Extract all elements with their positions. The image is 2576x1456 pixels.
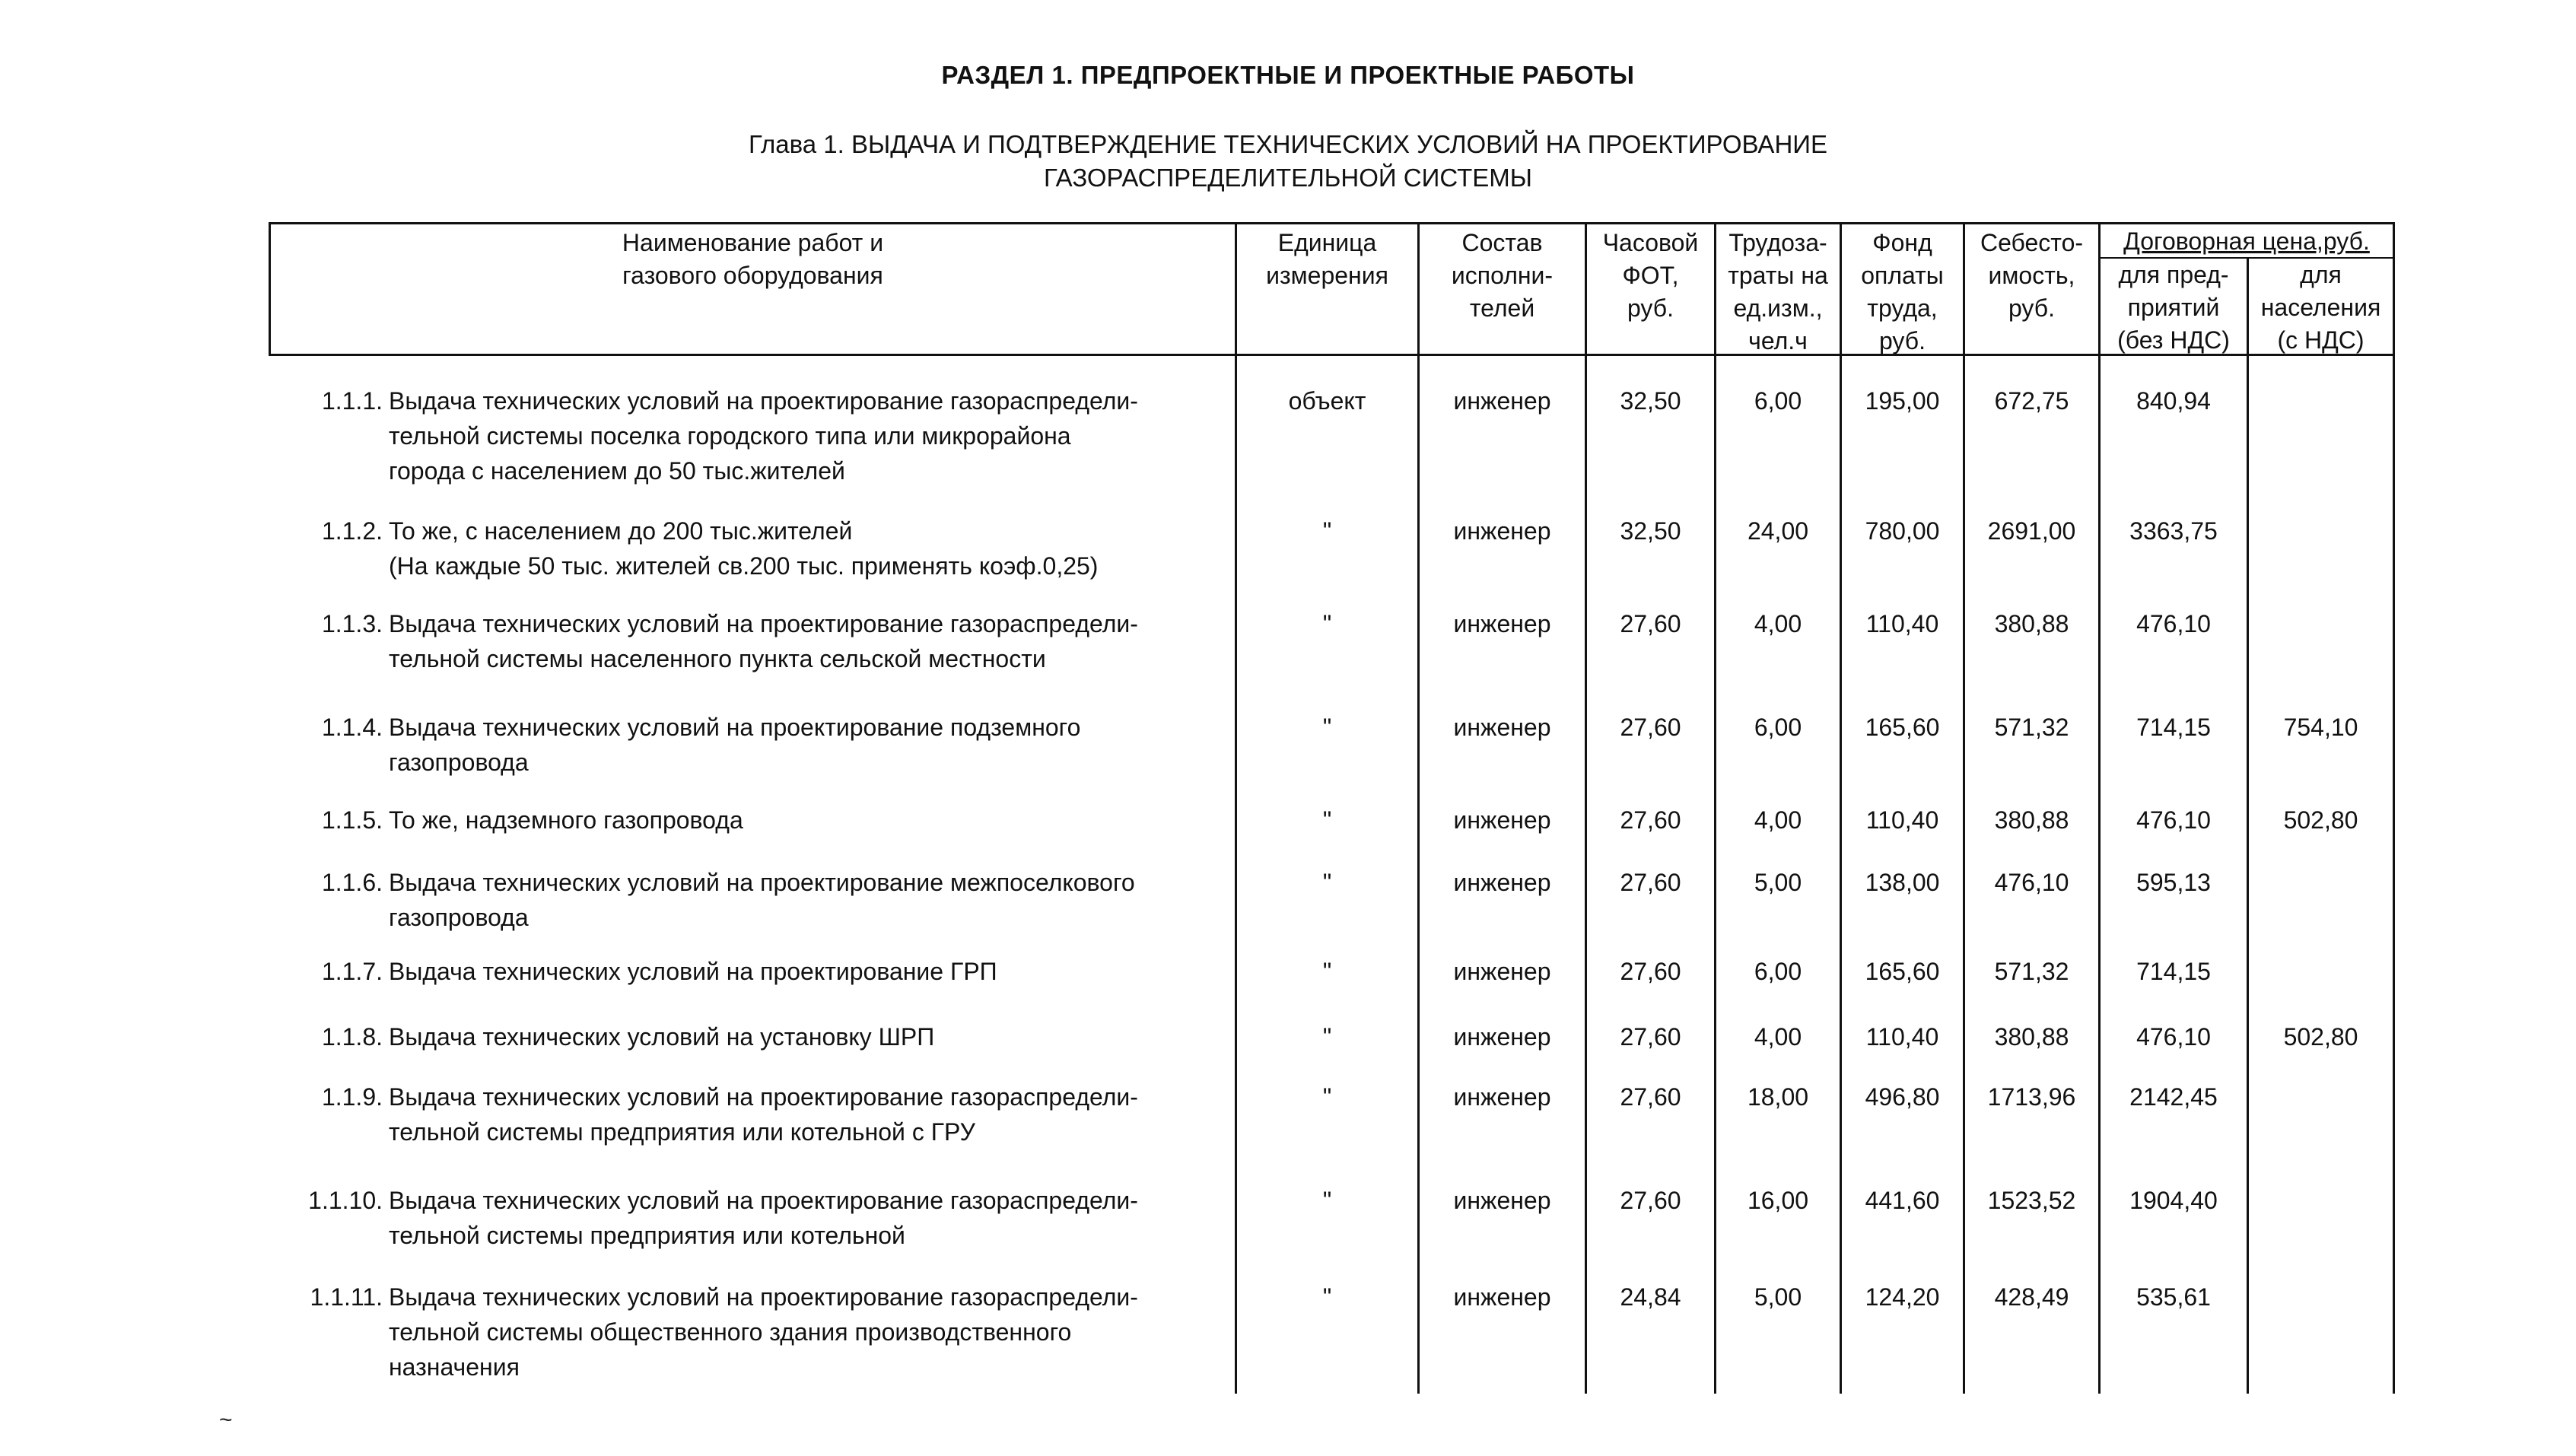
row-code: 1.1.8.: [321, 1023, 383, 1051]
row-unit: ": [1322, 610, 1332, 637]
row-labor: 6,00: [1754, 387, 1802, 415]
header-enterprise: [2101, 259, 2247, 357]
row-description: [389, 954, 997, 989]
table-right-border: [2393, 222, 2395, 1394]
row-cost: 672,75: [1994, 387, 2069, 415]
row-unit: ": [1322, 869, 1332, 896]
row-unit: ": [1322, 1187, 1332, 1214]
row-enterprise: 714,15: [2136, 714, 2211, 741]
row-population: 502,80: [2283, 1023, 2358, 1051]
row-enterprise: 2142,45: [2129, 1083, 2218, 1111]
row-description-line: Выдача технических условий на проектирование подземного: [389, 714, 1081, 741]
row-enterprise: 476,10: [2136, 1023, 2211, 1051]
header-unit-line: измерения: [1266, 262, 1388, 289]
row-staff: инженер: [1453, 958, 1551, 985]
header-population-line: для: [2300, 261, 2342, 288]
price-table: [269, 222, 2395, 1394]
row-description-line: Выдача технических условий на проектирование газораспредели-: [389, 1083, 1138, 1111]
row-staff: инженер: [1453, 869, 1551, 896]
row-staff: инженер: [1453, 1083, 1551, 1111]
header-population-line: (с НДС): [2277, 326, 2365, 354]
row-labor: 4,00: [1754, 806, 1802, 834]
header-hourly-line: руб.: [1627, 294, 1674, 322]
row-description-line: (На каждые 50 тыс. жителей св.200 тыс. применять коэф.0,25): [389, 552, 1099, 580]
row-description-line: Выдача технических условий на проектирование газораспредели-: [389, 1187, 1138, 1214]
row-enterprise: 476,10: [2136, 806, 2211, 834]
row-description-line: Выдача технических условий на установку ШРП: [389, 1023, 935, 1051]
row-cost: 1713,96: [1987, 1083, 2076, 1111]
row-code: 1.1.6.: [321, 869, 383, 896]
header-hourly-line: ФОТ,: [1622, 262, 1679, 289]
row-staff: инженер: [1453, 714, 1551, 741]
row-hourly: 27,60: [1620, 869, 1681, 896]
row-labor: 5,00: [1754, 869, 1802, 896]
row-unit: ": [1322, 714, 1332, 741]
row-description-line: назначения: [389, 1353, 520, 1381]
row-description-line: Выдача технических условий на проектирование ГРП: [389, 958, 997, 985]
row-code: 1.1.4.: [321, 714, 383, 741]
header-staff-line: исполни-: [1451, 262, 1554, 289]
header-population: [2249, 259, 2393, 357]
row-staff: инженер: [1453, 1187, 1551, 1214]
row-description: [389, 1079, 1138, 1149]
header-labor-line: ед.изм.,: [1733, 294, 1823, 322]
row-hourly: 27,60: [1620, 714, 1681, 741]
row-staff: инженер: [1453, 806, 1551, 834]
row-description: [389, 513, 1098, 583]
row-code: 1.1.9.: [321, 1083, 383, 1111]
row-description: [389, 1183, 1138, 1253]
row-cost: 1523,52: [1987, 1187, 2076, 1214]
row-cost: 2691,00: [1987, 517, 2076, 545]
header-fund: [1842, 227, 1963, 358]
row-fund: 110,40: [1865, 1023, 1939, 1051]
row-cost: 476,10: [1994, 869, 2069, 896]
row-fund: 195,00: [1865, 387, 1940, 415]
row-description: [389, 1280, 1138, 1384]
row-enterprise: 595,13: [2136, 869, 2211, 896]
row-unit: ": [1322, 806, 1332, 834]
row-code: 1.1.3.: [321, 610, 383, 637]
header-name-line: газового оборудования: [622, 262, 883, 289]
header-population-line: населения: [2260, 294, 2381, 321]
row-code: 1.1.7.: [321, 958, 383, 985]
chapter-title: [0, 128, 2576, 195]
row-unit: ": [1322, 1023, 1332, 1051]
row-staff: инженер: [1453, 610, 1551, 637]
row-code: 1.1.2.: [321, 517, 383, 545]
chapter-title-line-2: ГАЗОРАСПРЕДЕЛИТЕЛЬНОЙ СИСТЕМЫ: [1044, 164, 1532, 192]
row-fund: 165,60: [1865, 714, 1940, 741]
header-fund-line: труда,: [1867, 294, 1938, 322]
row-labor: 6,00: [1754, 958, 1802, 985]
row-description: [389, 710, 1080, 780]
row-fund: 124,20: [1865, 1283, 1940, 1311]
row-description-line: тельной системы предприятия или котельной: [389, 1222, 905, 1249]
header-name-line: Наименование работ и: [622, 229, 884, 256]
header-hourly: [1587, 227, 1714, 325]
row-description: [389, 865, 1135, 935]
row-cost: 380,88: [1994, 806, 2069, 834]
row-hourly: 27,60: [1620, 1187, 1681, 1214]
row-population: 502,80: [2283, 806, 2358, 834]
row-labor: 5,00: [1754, 1283, 1802, 1311]
header-cost-line: руб.: [2008, 294, 2055, 322]
row-enterprise: 535,61: [2136, 1283, 2211, 1311]
row-staff: инженер: [1453, 1283, 1551, 1311]
row-description-line: Выдача технических условий на проектирование газораспредели-: [389, 387, 1138, 415]
row-fund: 110,40: [1865, 806, 1939, 834]
row-description-line: газопровода: [389, 749, 529, 776]
row-cost: 380,88: [1994, 610, 2069, 637]
row-enterprise: 714,15: [2136, 958, 2211, 985]
header-enterprise-line: (без НДС): [2117, 326, 2230, 354]
row-fund: 441,60: [1865, 1187, 1940, 1214]
row-description: [389, 383, 1138, 488]
row-hourly: 27,60: [1620, 1023, 1681, 1051]
table-top-border: [269, 222, 2395, 224]
row-code: 1.1.11.: [310, 1283, 383, 1311]
row-fund: 496,80: [1865, 1083, 1940, 1111]
row-code: 1.1.5.: [321, 806, 383, 834]
row-description-line: тельной системы населенного пункта сельской местности: [389, 645, 1046, 672]
row-description-line: То же, надземного газопровода: [389, 806, 743, 834]
header-cost: [1965, 227, 2098, 325]
row-hourly: 27,60: [1620, 610, 1681, 637]
row-description: [389, 606, 1138, 676]
row-description-line: тельной системы поселка городского типа или микрорайона: [389, 422, 1071, 450]
row-staff: инженер: [1453, 517, 1551, 545]
header-labor-line: Трудоза-: [1728, 229, 1827, 256]
row-fund: 780,00: [1865, 517, 1940, 545]
header-name: [271, 227, 1235, 292]
header-staff-line: телей: [1469, 294, 1535, 322]
row-enterprise: 840,94: [2136, 387, 2211, 415]
row-description: [389, 803, 743, 838]
row-fund: 138,00: [1865, 869, 1940, 896]
header-staff: [1420, 227, 1585, 325]
row-cost: 571,32: [1994, 714, 2069, 741]
header-labor-line: траты на: [1728, 262, 1828, 289]
row-labor: 6,00: [1754, 714, 1802, 741]
row-description-line: газопровода: [389, 904, 529, 931]
row-labor: 4,00: [1754, 1023, 1802, 1051]
row-code: 1.1.10.: [308, 1187, 383, 1214]
header-unit: [1237, 227, 1417, 292]
row-hourly: 27,60: [1620, 958, 1681, 985]
row-description-line: Выдача технических условий на проектирование газораспредели-: [389, 1283, 1138, 1311]
row-fund: 110,40: [1865, 610, 1939, 637]
margin-mark: ~: [219, 1407, 233, 1432]
row-population: 754,10: [2283, 714, 2358, 741]
header-bottom-border: [269, 354, 2395, 356]
row-cost: 571,32: [1994, 958, 2069, 985]
header-fund-line: руб.: [1878, 327, 1926, 354]
row-hourly: 24,84: [1620, 1283, 1681, 1311]
row-description-line: тельной системы общественного здания производственного: [389, 1318, 1072, 1346]
row-code: 1.1.1.: [321, 387, 383, 415]
chapter-title-line-1: Глава 1. ВЫДАЧА И ПОДТВЕРЖДЕНИЕ ТЕХНИЧЕСКИХ УСЛОВИЙ НА ПРОЕКТИРОВАНИЕ: [748, 130, 1828, 158]
row-labor: 18,00: [1747, 1083, 1809, 1111]
header-contract: Договорная цена,руб.: [2123, 227, 2370, 255]
row-unit: ": [1322, 517, 1332, 545]
section-title: РАЗДЕЛ 1. ПРЕДПРОЕКТНЫЕ И ПРОЕКТНЫЕ РАБОТЫ: [941, 61, 1635, 89]
row-fund: 165,60: [1865, 958, 1940, 985]
header-staff-line: Состав: [1461, 229, 1543, 256]
row-enterprise: 1904,40: [2129, 1187, 2218, 1214]
header-fund-line: оплаты: [1861, 262, 1944, 289]
header-labor: [1716, 227, 1840, 358]
row-labor: 4,00: [1754, 610, 1802, 637]
row-labor: 16,00: [1747, 1187, 1809, 1214]
row-unit: ": [1322, 1083, 1332, 1111]
header-cost-line: Себесто-: [1980, 229, 2084, 256]
row-description-line: Выдача технических условий на проектирование газораспредели-: [389, 610, 1138, 637]
row-description-line: Выдача технических условий на проектирование межпоселкового: [389, 869, 1135, 896]
header-fund-line: Фонд: [1872, 229, 1932, 256]
row-enterprise: 476,10: [2136, 610, 2211, 637]
row-description-line: тельной системы предприятия или котельной с ГРУ: [389, 1118, 975, 1146]
row-unit: объект: [1288, 387, 1366, 415]
row-staff: инженер: [1453, 387, 1551, 415]
row-hourly: 32,50: [1620, 387, 1681, 415]
header-enterprise-line: приятий: [2127, 294, 2220, 321]
row-cost: 428,49: [1994, 1283, 2069, 1311]
row-description-line: города с населением до 50 тыс.жителей: [389, 457, 845, 485]
header-unit-line: Единица: [1277, 229, 1377, 256]
row-description-line: То же, с населением до 200 тыс.жителей: [389, 517, 853, 545]
row-hourly: 32,50: [1620, 517, 1681, 545]
row-enterprise: 3363,75: [2129, 517, 2218, 545]
row-hourly: 27,60: [1620, 806, 1681, 834]
header-hourly-line: Часовой: [1602, 229, 1699, 256]
row-cost: 380,88: [1994, 1023, 2069, 1051]
row-description: [389, 1019, 934, 1054]
header-enterprise-line: для пред-: [2118, 261, 2229, 288]
header-cost-line: имость,: [1988, 262, 2075, 289]
row-unit: ": [1322, 1283, 1332, 1311]
row-staff: инженер: [1453, 1023, 1551, 1051]
row-hourly: 27,60: [1620, 1083, 1681, 1111]
row-labor: 24,00: [1747, 517, 1809, 545]
row-unit: ": [1322, 958, 1332, 985]
header-labor-line: чел.ч: [1748, 327, 1808, 354]
